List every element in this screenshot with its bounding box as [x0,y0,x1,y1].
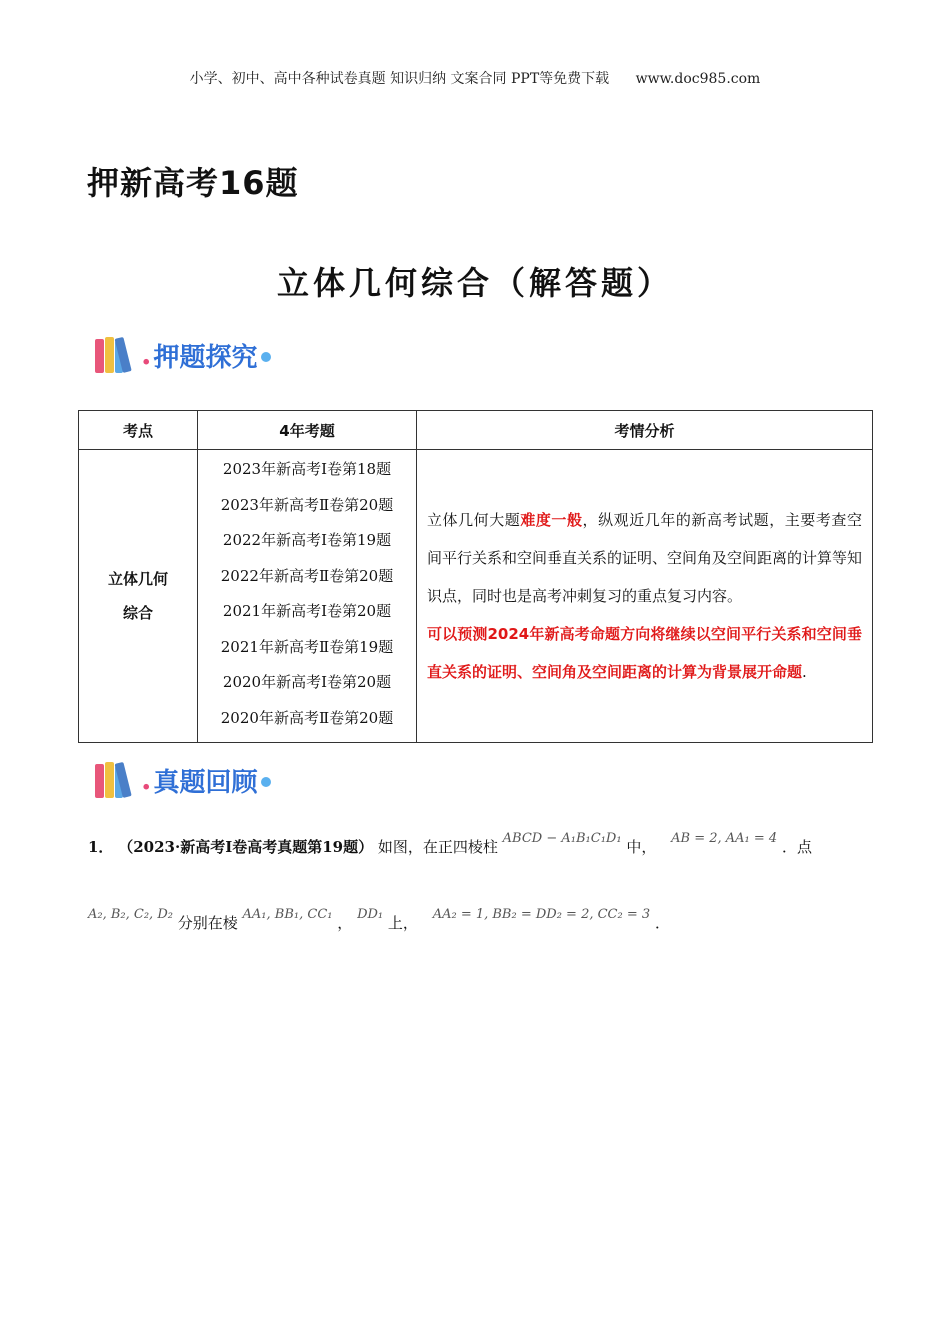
highlight-difficulty: 难度一般 [520,511,583,529]
question-number: 1． [88,838,114,856]
table-row [79,450,873,743]
question-line-1: 1． （2023·新高考Ⅰ卷高考真题第19题） 如图，在正四棱柱 ABCD − A₁B₁C₁D₁ 中， AB = 2, AA₁ = 4 ．点 [88,831,812,856]
year-item: 2021年新高考Ⅱ卷第19题 [220,637,394,656]
brand-title: 押新高考16题 [87,164,299,202]
header-text: 小学、初中、高中各种试卷真题 知识归纳 文案合同 PPT等免费下载 [189,71,610,87]
table-header-row [79,411,873,450]
dot-icon: . [141,762,152,797]
col-header-analysis: 考情分析 [417,411,873,450]
math-edges: AA₁, BB₁, CC₁ [242,907,333,922]
math-edge-dd1: DD₁ [357,907,384,922]
year-item: 2022年新高考Ⅰ卷第19题 [222,531,392,549]
year-item: 2021年新高考Ⅰ卷第20题 [222,602,392,620]
header-site[interactable]: www.doc985.com [635,71,761,87]
math-conditions: AA₂ = 1, BB₂ = DD₂ = 2, CC₂ = 3 [432,907,651,922]
year-item: 2023年新高考Ⅱ卷第20题 [220,495,394,514]
question-source: （2023·新高考Ⅰ卷高考真题第19题） [118,838,374,856]
col-header-years: 4年考题 [198,411,417,450]
circle-dot-icon [261,352,271,362]
year-item: 2022年新高考Ⅱ卷第20题 [220,566,394,585]
math-points: A₂, B₂, C₂, D₂ [88,907,173,922]
section-label: 押题探究 [153,342,258,373]
analysis-cell [417,450,873,743]
analysis-paragraph: 立体几何大题难度一般，纵观近几年的新高考试题，主要考查空间平行关系和空间垂直关系的证明、空间角及空间距离的计算等知识点，同时也是高考冲刺复习的重点复习内容。 [427,511,863,605]
section-header-explore [95,335,271,375]
books-icon [95,335,139,375]
books-icon [95,760,139,800]
question-line-2: A₂, B₂, C₂, D₂ 分别在棱 AA₁, BB₁, CC₁ ， DD₁ 上， AA₂ = 1, BB₂ = DD₂ = 2, CC₂ = 3 ． [88,907,670,932]
exam-table [78,410,873,743]
main-title: 立体几何综合（解答题） [276,264,673,302]
col-header-topic: 考点 [79,411,198,450]
year-item: 2020年新高考Ⅰ卷第20题 [222,673,392,691]
section-label: 真题回顾 [153,767,258,798]
topic-cell: 立体几何 综合 [79,450,198,743]
analysis-prediction: 可以预测2024年新高考命题方向将继续以空间平行关系和空间垂直关系的证明、空间角及空间距离的计算为背景展开命题. [427,625,862,681]
section-header-review [95,760,271,800]
year-item: 2020年新高考Ⅱ卷第20题 [220,708,394,727]
year-item: 2023年新高考Ⅰ卷第18题 [222,460,392,478]
years-cell [198,450,417,743]
circle-dot-icon [261,777,271,787]
page-header [0,68,950,88]
dot-icon: . [141,337,152,372]
math-prism: ABCD − A₁B₁C₁D₁ [502,831,622,846]
math-lengths: AB = 2, AA₁ = 4 [671,831,778,846]
